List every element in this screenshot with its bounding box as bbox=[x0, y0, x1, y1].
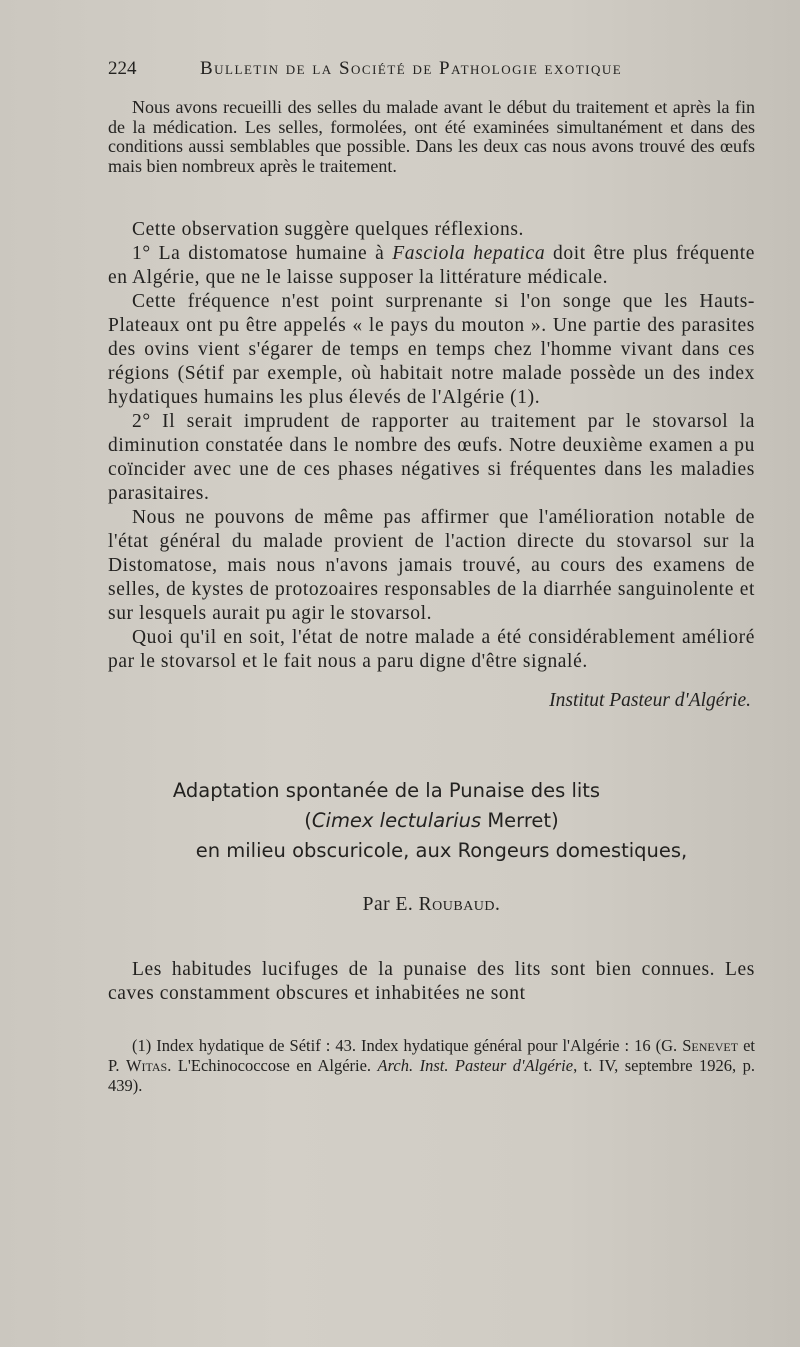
footnote-journal: Arch. Inst. Pasteur d'Algérie bbox=[377, 1056, 574, 1075]
paragraph-reflection-1 bbox=[108, 242, 755, 290]
article-title-line-3: en milieu obscuricole, aux Rongeurs domestiques, bbox=[195, 839, 688, 862]
paragraph-frequency: Cette fréquence n'est point surprenante si l'on songe que les Hauts-Plateaux ont pu être appelés « le pays du mouton ». Une partie des parasites des ovins vient s'égarer de temps en temps chez l'homme vivant dans ces régions (Sétif par exemple, où habitait notre malade possède un des index hydatiques humains les plus élevés de l'Algérie (1). bbox=[108, 291, 755, 408]
page-number: 224 bbox=[108, 58, 137, 79]
article-title-line-2 bbox=[88, 806, 755, 836]
footnote-text-1: (1) Index hydatique de Sétif : 43. Index hydatique général pour l'Algérie : 16 (G. bbox=[132, 1036, 683, 1055]
paragraph-reflections-intro: Cette observation suggère quelques réflexions. bbox=[132, 219, 525, 240]
title-species-author: Merret) bbox=[481, 809, 559, 832]
footnote bbox=[108, 1036, 755, 1096]
title-paren-open: ( bbox=[304, 809, 312, 832]
article-intro-paragraph: Les habitudes lucifuges de la punaise des lits sont bien connues. Les caves constamment obscures et inhabitées ne sont bbox=[108, 959, 755, 1004]
reflection-1-text-start: 1° La distomatose humaine à bbox=[132, 243, 393, 264]
paragraph-improvement: Nous ne pouvons de même pas affirmer que l'amélioration notable de l'état général du malade provient de l'action directe du stovarsol sur la Distomatose, mais nous n'avons jamais trouvé, au cours des examens de selles, de kystes de protozoaires responsables de la diarrhée sanguinolente et sur lesquels aurait pu agir le stovarsol. bbox=[108, 507, 755, 624]
paragraph-reflection-2: 2° Il serait imprudent de rapporter au traitement par le stovarsol la diminution constatée dans le nombre des œufs. Notre deuxième examen a pu coïncider avec une de ces phases négatives si fréquentes dans les maladies parasitaires. bbox=[108, 411, 755, 504]
author-prefix: Par E. bbox=[362, 894, 419, 915]
article-author bbox=[108, 894, 755, 916]
reflection-1-text-end: doit être plus fréquente en Algérie, que ne le laisse supposer la littérature médicale. bbox=[108, 243, 755, 288]
footnote-text-3: . L'Echinococcose en Algérie. bbox=[167, 1056, 378, 1075]
footnote-author-1: Senevet bbox=[682, 1036, 739, 1055]
article-title-line-1: Adaptation spontanée de la Punaise des lits bbox=[172, 779, 601, 802]
species-name-fasciola: Fasciola hepatica bbox=[392, 243, 546, 264]
article-title bbox=[88, 776, 755, 866]
running-title: Bulletin de la Société de Pathologie exotique bbox=[200, 58, 623, 79]
footnote-author-2: Witas bbox=[125, 1056, 168, 1075]
species-name-cimex: Cimex lectularius bbox=[311, 809, 482, 832]
page-header bbox=[108, 58, 755, 98]
institution-signature: Institut Pasteur d'Algérie. bbox=[549, 690, 751, 711]
author-name: Roubaud. bbox=[418, 894, 501, 915]
paragraph-stool-examination: Nous avons recueilli des selles du malade avant le début du traitement et après la fin de la médication. Les selles, formolées, ont été examinées simultanément et dans des conditions aussi semblables que possible. Dans les deux cas nous avons trouvé des œufs mais bien nombreux après le traitement. bbox=[108, 97, 755, 176]
footnote-text-4: , t. IV, septembre 1926, p. 439). bbox=[108, 1056, 755, 1095]
footnote-text-2: et P. bbox=[108, 1036, 755, 1075]
paragraph-conclusion: Quoi qu'il en soit, l'état de notre malade a été considérablement amélioré par le stovarsol et le fait nous a paru digne d'être signalé. bbox=[108, 627, 755, 672]
